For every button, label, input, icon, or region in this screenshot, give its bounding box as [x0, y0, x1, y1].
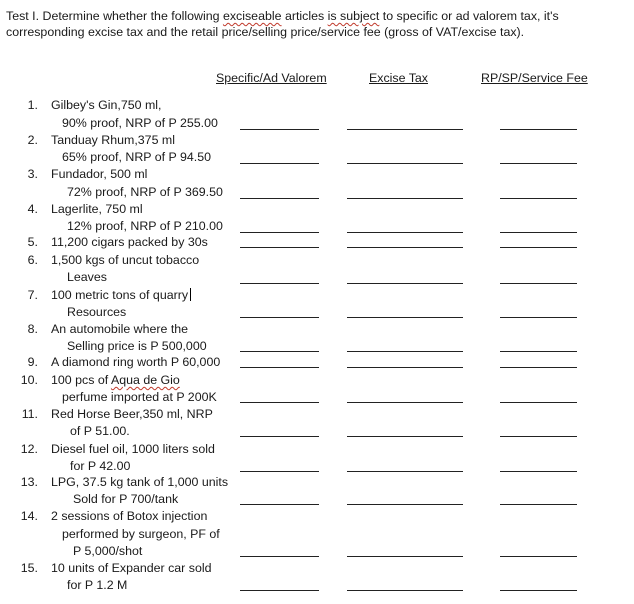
item-text: Lagerlite, 750 ml	[51, 202, 143, 216]
item-text: 12% proof, NRP of P 210.00	[67, 219, 223, 233]
answer-blank-line	[240, 402, 319, 403]
item-text: perfume imported at P 200K	[62, 390, 217, 404]
answer-blank-line	[347, 163, 463, 164]
instructions-text: Test I. Determine whether the following	[6, 9, 223, 23]
answer-blank-line	[500, 504, 577, 505]
answer-blank-line	[500, 232, 577, 233]
item-text: performed by surgeon, PF of	[62, 527, 220, 541]
grammarcheck-phrase: is subject	[327, 9, 380, 23]
answer-blank-line	[240, 129, 319, 130]
item-number: 3.	[27, 167, 38, 181]
header-rp-sp-service-fee: RP/SP/Service Fee	[481, 71, 588, 85]
instructions	[6, 9, 596, 40]
item-number: 7.	[27, 288, 38, 302]
instructions-text: articles	[281, 9, 328, 23]
answer-blank-line	[347, 232, 463, 233]
item-number: 1.	[27, 98, 38, 112]
answer-blank-line	[240, 163, 319, 164]
item-text	[51, 288, 191, 303]
item-number: 8.	[27, 322, 38, 336]
item-text	[51, 373, 180, 388]
answer-blank-line	[240, 367, 319, 368]
item-number: 15.	[20, 561, 38, 575]
item-text: 11,200 cigars packed by 30s	[51, 235, 208, 249]
item-number: 12.	[20, 442, 38, 456]
item-text: A diamond ring worth P 60,000	[51, 355, 221, 369]
item-number: 6.	[27, 253, 38, 267]
item-text: 72% proof, NRP of P 369.50	[67, 185, 223, 199]
answer-blank-line	[240, 283, 319, 284]
item-text: 1,500 kgs of uncut tobacco	[51, 253, 200, 267]
answer-blank-line	[347, 436, 463, 437]
item-text: Fundador, 500 ml	[51, 167, 148, 181]
item-text: Selling price is P 500,000	[67, 339, 207, 353]
item-text-line: 100 metric tons of quarry	[51, 288, 189, 302]
instructions-text: to specific or ad valorem tax, it's corresponding excise tax and the retail price/selling price/service fee (gross of VAT/excise tax).	[6, 9, 559, 39]
answer-blank-line	[500, 129, 577, 130]
item-text: 65% proof, NRP of P 94.50	[62, 150, 212, 164]
item-text: Leaves	[67, 270, 107, 284]
answer-blank-line	[240, 351, 319, 352]
answer-blank-line	[240, 436, 319, 437]
item-text: for P 42.00	[70, 459, 131, 473]
item-number: 4.	[27, 202, 38, 216]
answer-blank-line	[240, 232, 319, 233]
answer-blank-line	[500, 247, 577, 248]
answer-blank-line	[500, 351, 577, 352]
answer-blank-line	[240, 504, 319, 505]
item-text: 90% proof, NRP of P 255.00	[62, 116, 218, 130]
item-text: Diesel fuel oil, 1000 liters sold	[51, 442, 215, 456]
answer-blank-line	[347, 402, 463, 403]
item-number: 10.	[20, 373, 38, 387]
answer-blank-line	[500, 283, 577, 284]
spellcheck-word: exciseable	[222, 9, 282, 23]
item-text: An automobile where the	[51, 322, 189, 336]
answer-blank-line	[500, 163, 577, 164]
answer-blank-line	[500, 471, 577, 472]
answer-blank-line	[347, 590, 463, 591]
answer-blank-line	[500, 317, 577, 318]
answer-blank-line	[500, 367, 577, 368]
answer-blank-line	[240, 317, 319, 318]
item-text-line: 100 pcs of	[51, 373, 111, 387]
item-text: for P 1.2 M	[67, 578, 128, 592]
item-text: Sold for P 700/tank	[73, 492, 179, 506]
answer-blank-line	[347, 283, 463, 284]
answer-blank-line	[500, 436, 577, 437]
answer-blank-line	[347, 556, 463, 557]
item-number: 5.	[27, 235, 38, 249]
answer-blank-line	[240, 198, 319, 199]
answer-blank-line	[500, 590, 577, 591]
answer-blank-line	[500, 402, 577, 403]
answer-blank-line	[500, 198, 577, 199]
item-text: Resources	[67, 305, 127, 319]
answer-blank-line	[347, 351, 463, 352]
item-text: LPG, 37.5 kg tank of 1,000 units	[51, 475, 229, 489]
item-number: 13.	[20, 475, 38, 489]
answer-blank-line	[347, 247, 463, 248]
item-number: 11.	[21, 407, 38, 421]
header-specific-ad-valorem: Specific/Ad Valorem	[216, 71, 327, 85]
answer-blank-line	[347, 367, 463, 368]
answer-blank-line	[347, 471, 463, 472]
answer-blank-line	[347, 317, 463, 318]
item-number: 14.	[20, 509, 38, 523]
text-cursor	[190, 288, 191, 301]
item-text: Gilbey's Gin,750 ml,	[51, 98, 162, 112]
answer-blank-line	[500, 556, 577, 557]
item-number: 9.	[27, 355, 38, 369]
answer-blank-line	[347, 504, 463, 505]
answer-blank-line	[240, 471, 319, 472]
item-text: 2 sessions of Botox injection	[51, 509, 208, 523]
header-excise-tax: Excise Tax	[369, 71, 428, 85]
item-text: Red Horse Beer,350 ml, NRP	[51, 407, 213, 421]
answer-blank-line	[347, 129, 463, 130]
item-text: P 5,000/shot	[73, 544, 143, 558]
item-text: 10 units of Expander car sold	[51, 561, 212, 575]
item-text: Tanduay Rhum,375 ml	[51, 133, 175, 147]
answer-blank-line	[240, 556, 319, 557]
item-text: of P 51.00.	[70, 424, 130, 438]
spellcheck-word: Aqua de Gio	[110, 373, 180, 387]
item-number: 2.	[27, 133, 38, 147]
answer-blank-line	[240, 590, 319, 591]
answer-blank-line	[347, 198, 463, 199]
answer-blank-line	[240, 247, 319, 248]
